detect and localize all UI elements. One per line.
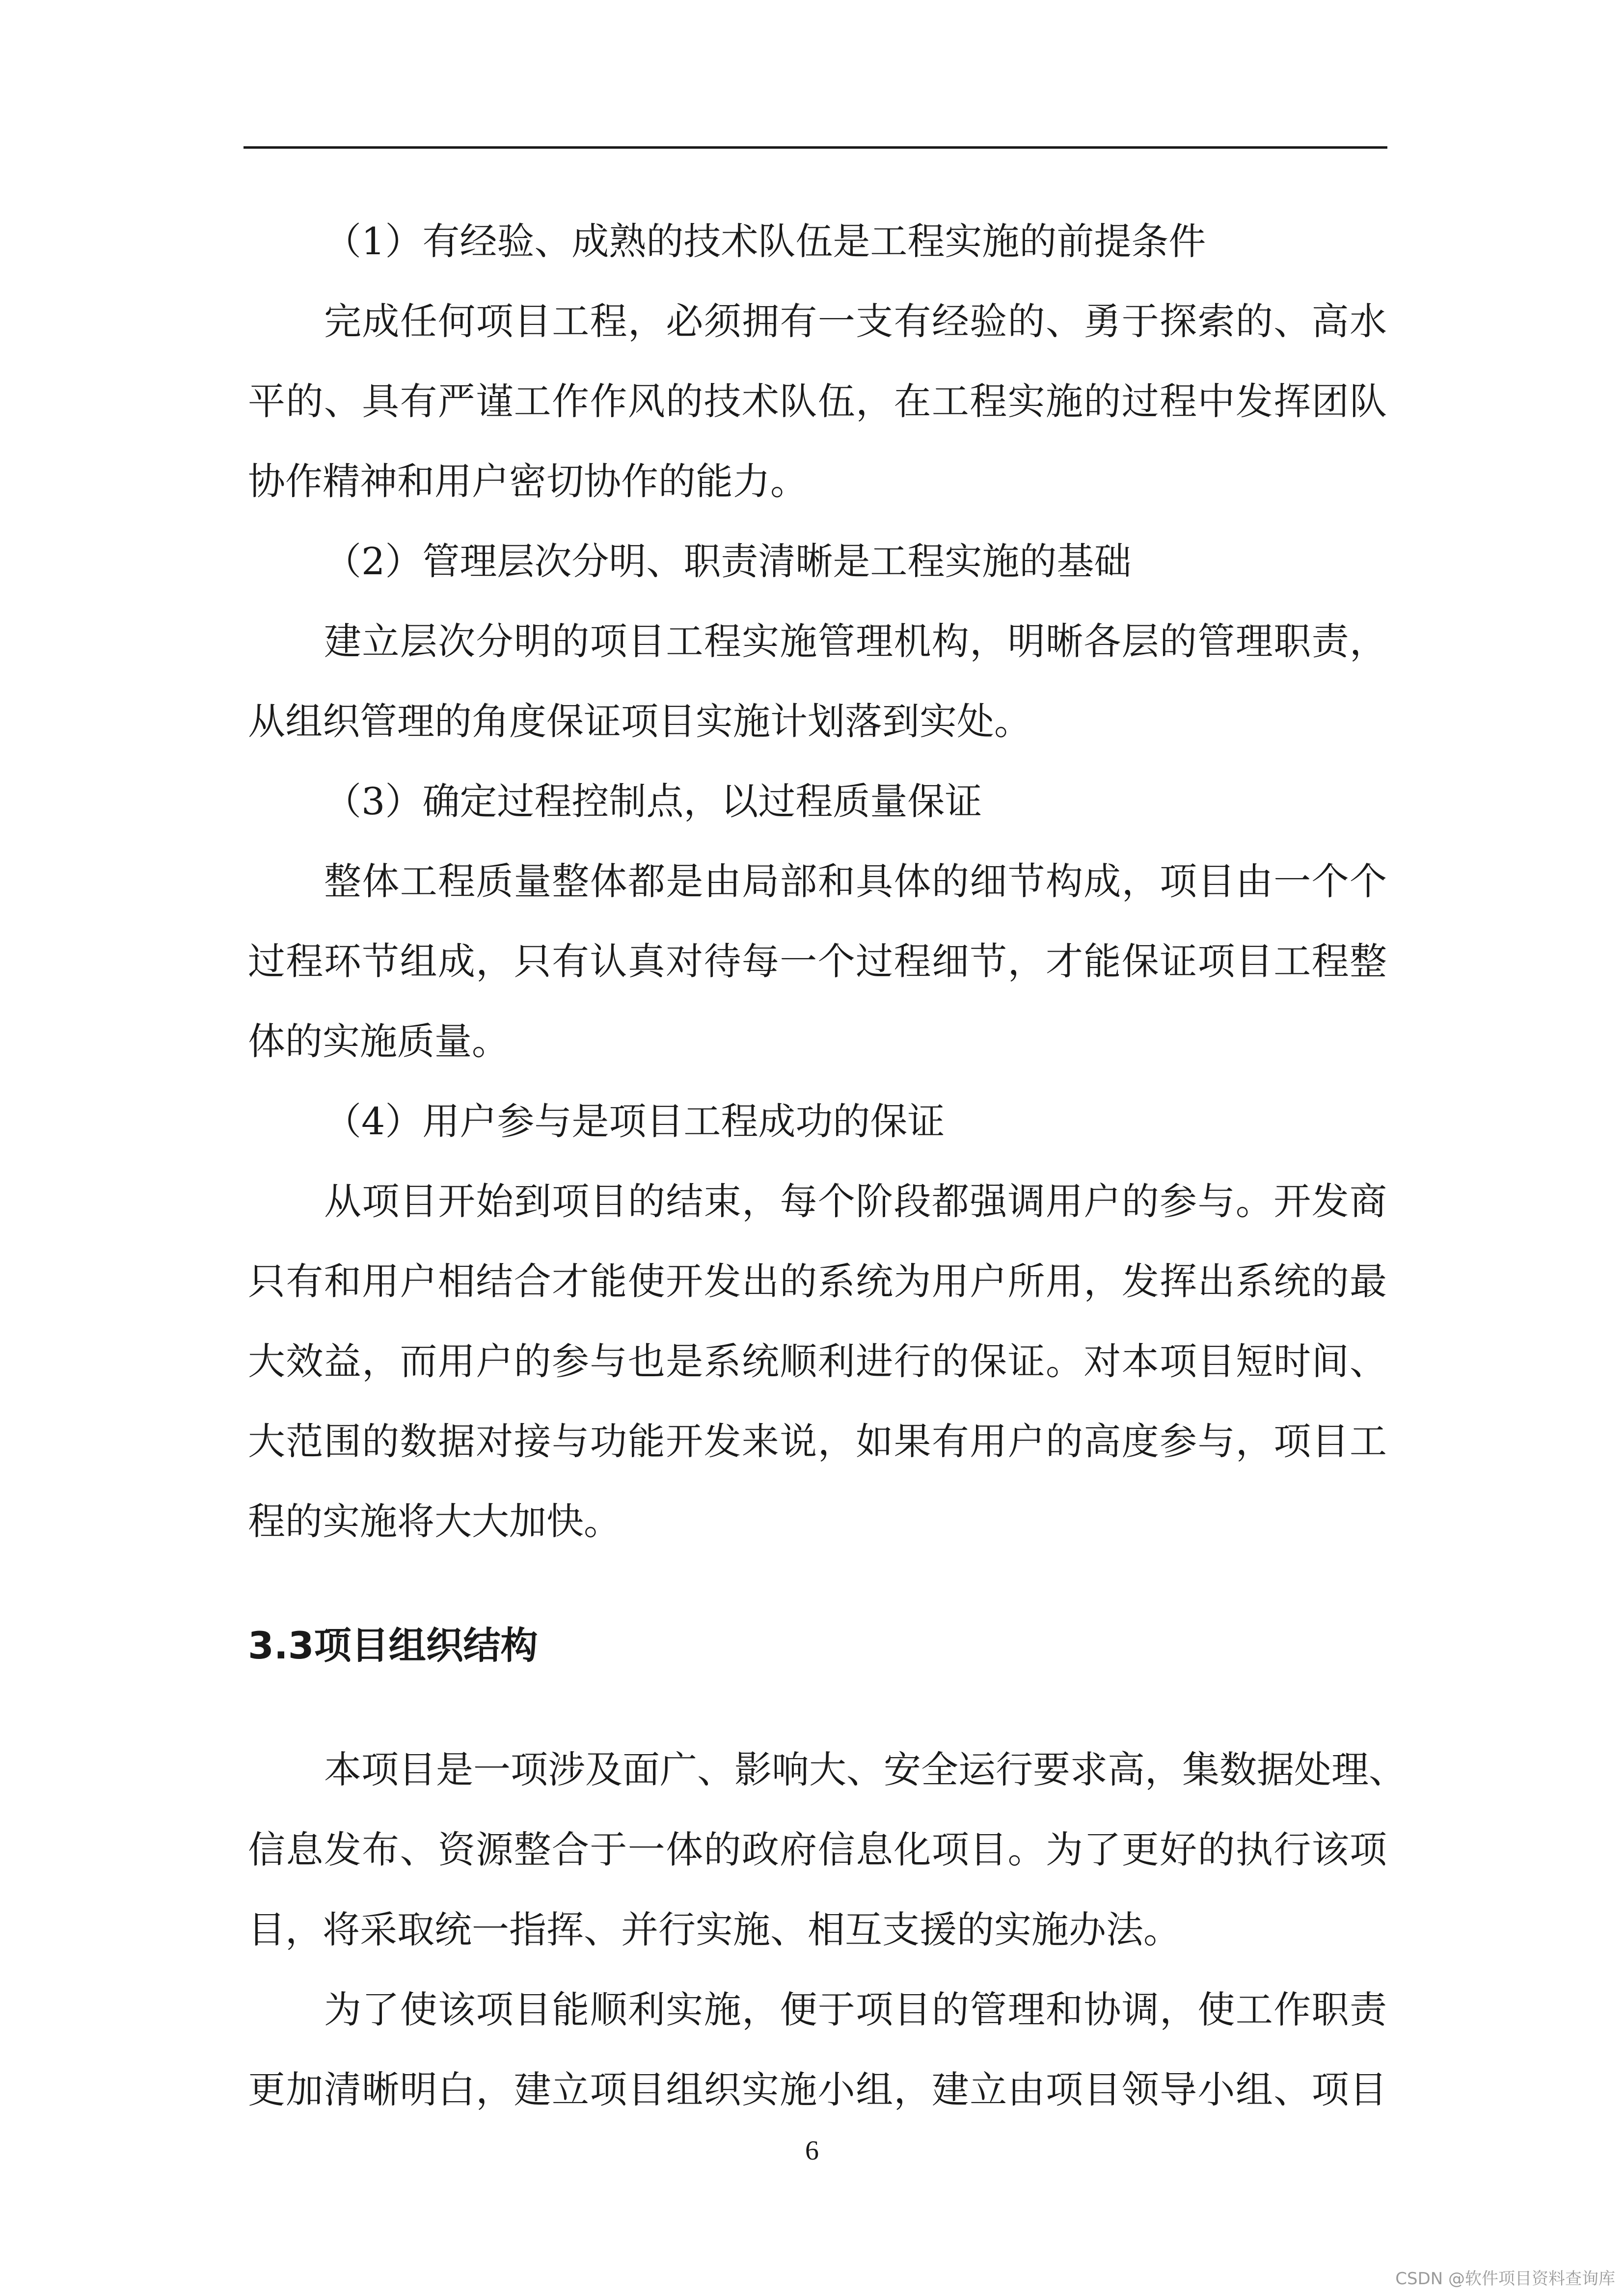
paragraph-line: 整体工程质量整体都是由局部和具体的细节构成，项目由一个个 <box>324 859 1387 903</box>
subheading-3: （3）确定过程控制点，以过程质量保证 <box>324 779 982 823</box>
paragraph-line: 更加清晰明白，建立项目组织实施小组，建立由项目领导小组、项目 <box>248 2068 1387 2111</box>
paragraph-2 <box>248 601 1387 761</box>
paragraph-line: 只有和用户相结合才能使开发出的系统为用户所用，发挥出系统的最 <box>248 1259 1387 1303</box>
subheading-4: （4）用户参与是项目工程成功的保证 <box>324 1099 945 1143</box>
paragraph-6 <box>248 1970 1387 2130</box>
header-rule <box>244 146 1387 149</box>
watermark: CSDN @软件项目资料查询库 <box>1395 2269 1615 2289</box>
section-spacer <box>248 1685 1387 1730</box>
paragraph-line: 目，将采取统一指挥、并行实施、相互支援的实施办法。 <box>248 1908 1181 1951</box>
paragraph-line: 信息发布、资源整合于一体的政府信息化项目。为了更好的执行该项 <box>248 1828 1387 1871</box>
paragraph-line: 为了使该项目能顺利实施，便于项目的管理和协调，使工作职责 <box>324 1988 1387 2031</box>
paragraph-line: 协作精神和用户密切协作的能力。 <box>248 459 808 503</box>
subheading-2: （2）管理层次分明、职责清晰是工程实施的基础 <box>324 539 1132 583</box>
paragraph-5 <box>248 1730 1406 1970</box>
paragraph-line: 大效益，而用户的参与也是系统顺利进行的保证。对本项目短时间、 <box>248 1339 1387 1383</box>
document-body <box>248 201 1406 2130</box>
paragraph-line: 建立层次分明的项目工程实施管理机构，明晰各层的管理职责， <box>324 619 1387 663</box>
subheading-1: （1）有经验、成熟的技术队伍是工程实施的前提条件 <box>324 219 1206 263</box>
paragraph-line: 体的实施质量。 <box>248 1019 509 1063</box>
paragraph-line: 平的、具有严谨工作作风的技术队伍，在工程实施的过程中发挥团队 <box>248 379 1387 423</box>
paragraph-line: 完成任何项目工程，必须拥有一支有经验的、勇于探索的、高水 <box>324 299 1387 343</box>
paragraph-1 <box>248 281 1387 521</box>
section-heading-3-3: 3.3项目组织结构 <box>248 1624 538 1667</box>
paragraph-line: 从项目开始到项目的结束，每个阶段都强调用户的参与。开发商 <box>324 1179 1387 1223</box>
paragraph-line: 大范围的数据对接与功能开发来说，如果有用户的高度参与，项目工 <box>248 1419 1387 1463</box>
paragraph-line: 本项目是一项涉及面广、影响大、安全运行要求高，集数据处理、 <box>324 1748 1406 1791</box>
paragraph-3 <box>248 841 1387 1081</box>
paragraph-line: 程的实施将大大加快。 <box>248 1499 621 1543</box>
paragraph-4 <box>248 1161 1387 1561</box>
page-number: 6 <box>805 2136 819 2166</box>
section-spacer <box>248 1561 1387 1605</box>
paragraph-line: 过程环节组成，只有认真对待每一个过程细节，才能保证项目工程整 <box>248 939 1387 983</box>
paragraph-line: 从组织管理的角度保证项目实施计划落到实处。 <box>248 699 1031 743</box>
